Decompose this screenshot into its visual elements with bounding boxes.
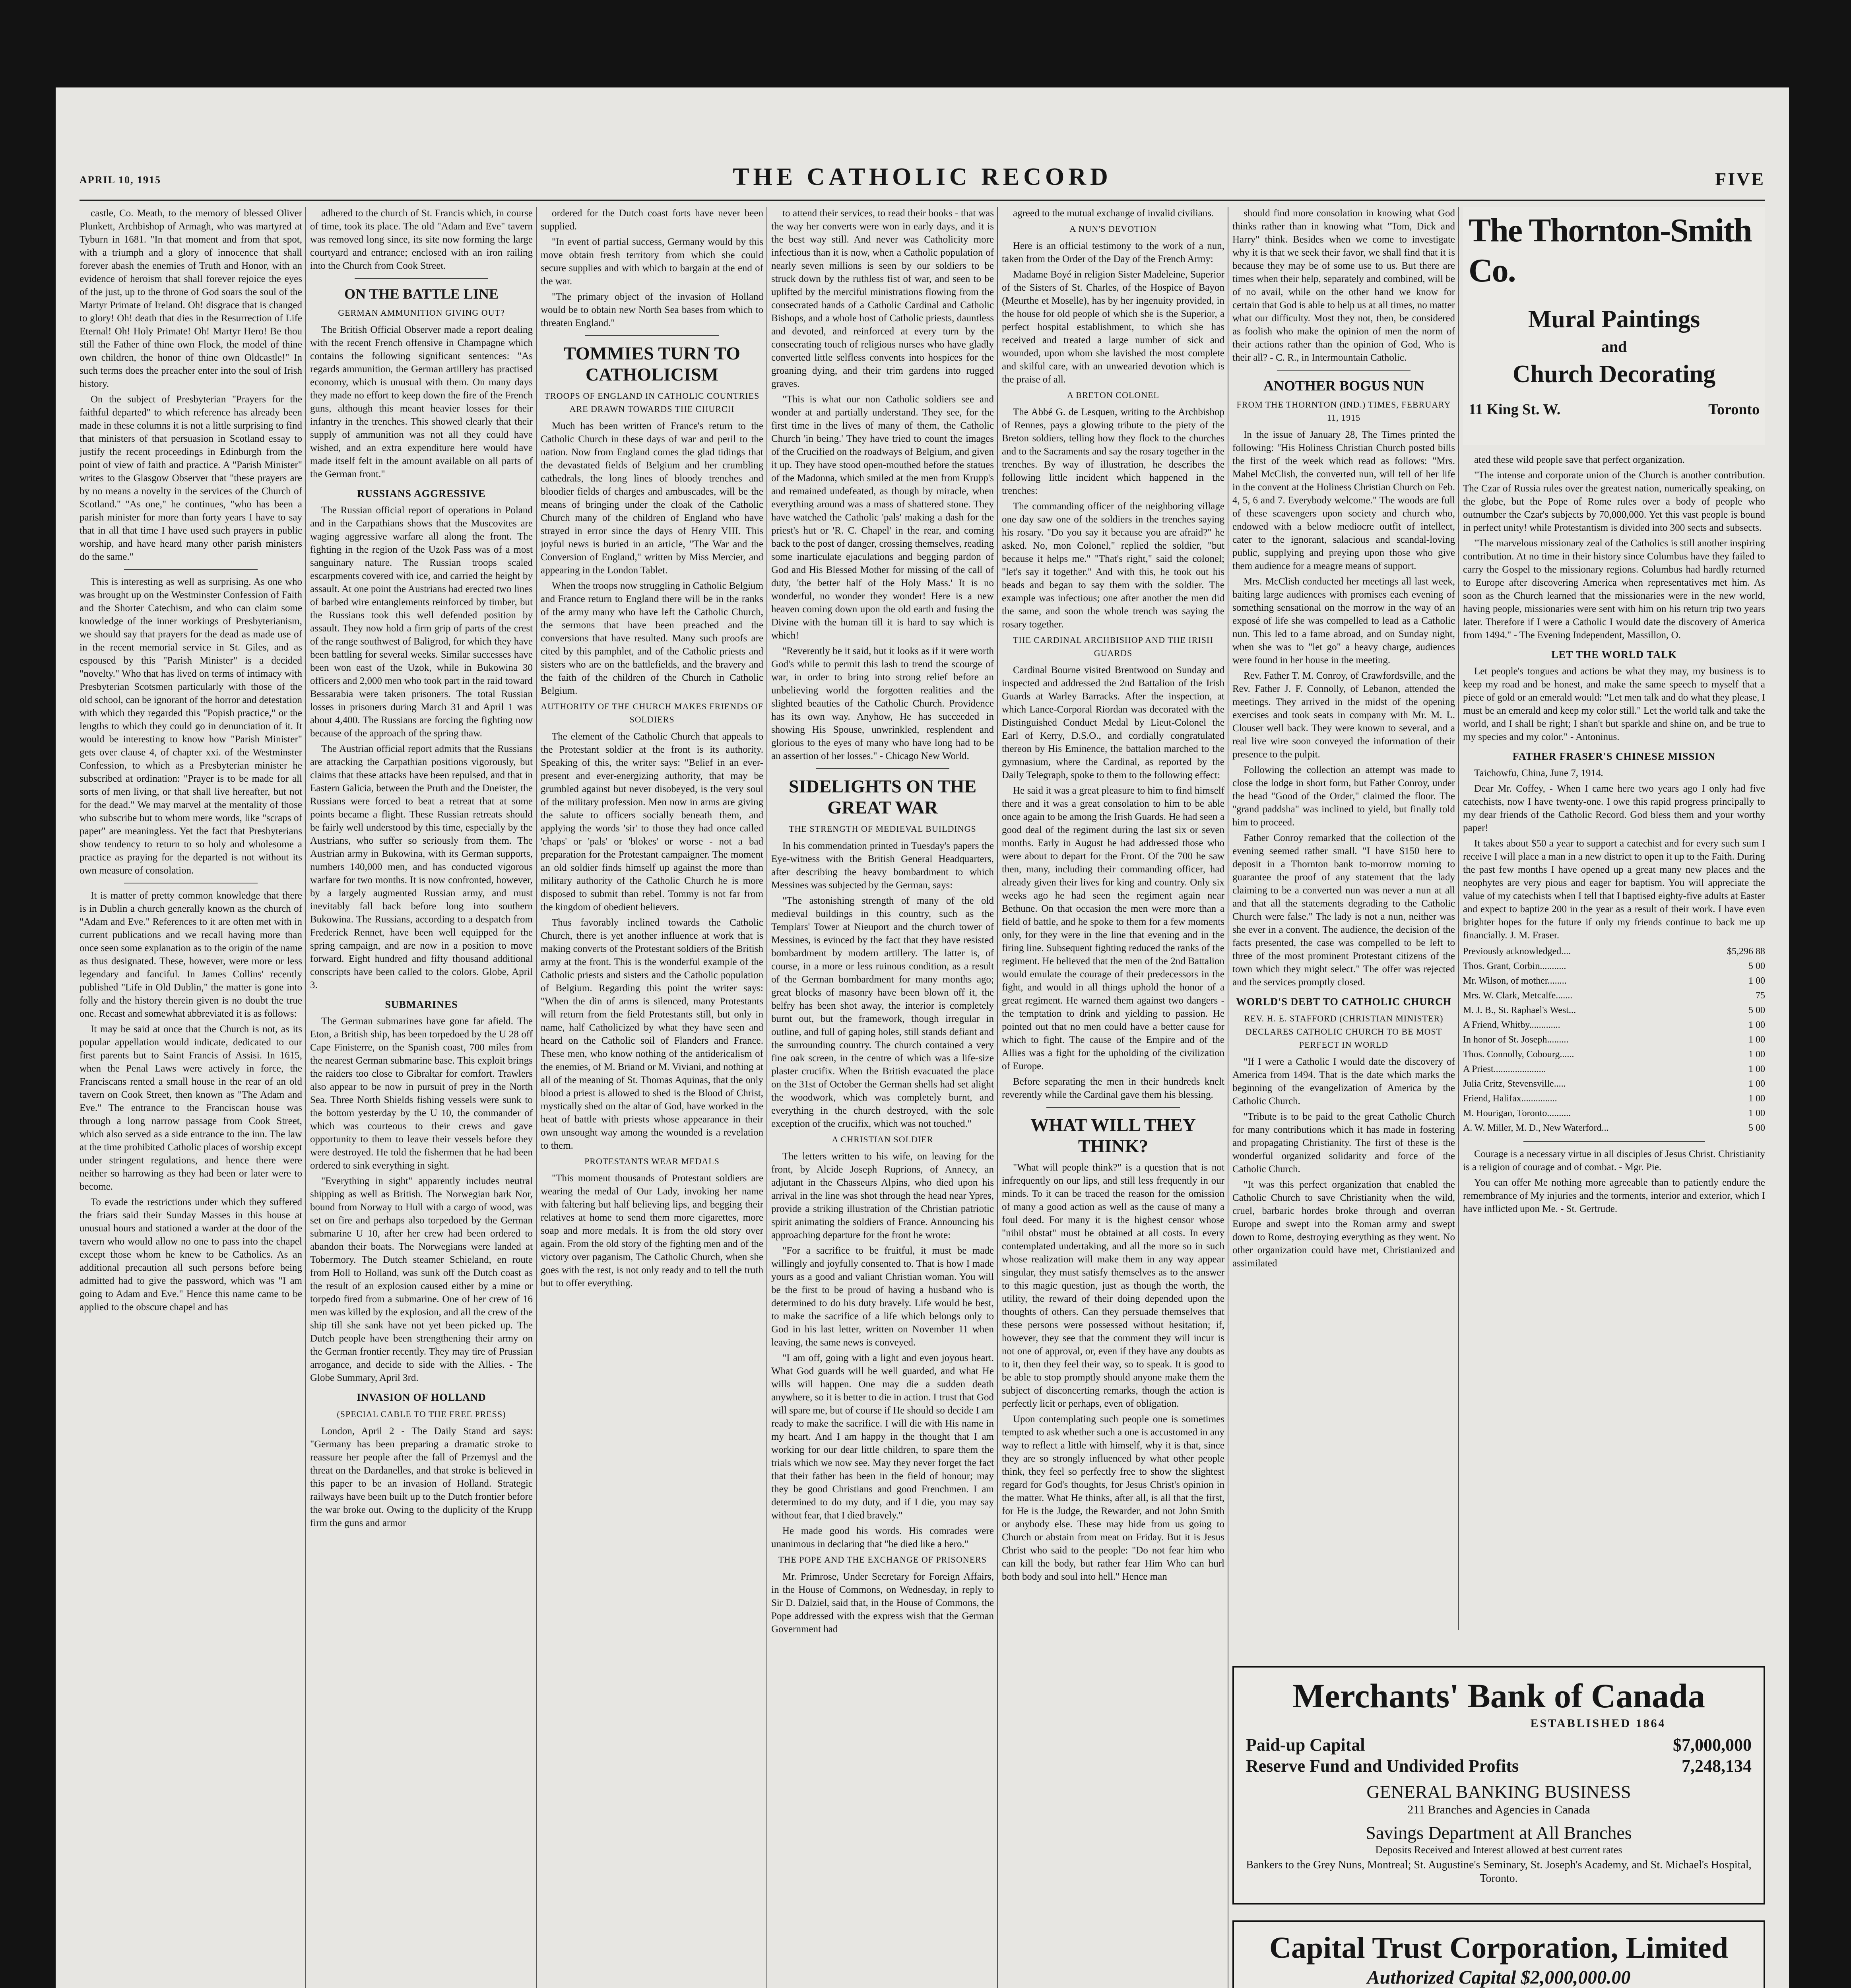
subscription-row [1463,1033,1765,1047]
paragraph: "The intense and corporate union of the Church is another contribution. The Czar of Russia rules over the greatest nation, numerically speaking, on the globe, but the Pope of Rome rules over a body of people who outnumber the Czar's subjects by 70,000,000. Yet this vast people is bound in perfect unity! while Protestantism is divided into 300 sects and subsects. [1463,470,1765,533]
paragraph: He said it was a great pleasure to him to find himself there and it was a great consolation to him to be able once again to be among the Irish Guards. He had seen a good deal of the regiment during the last six or seven months. Early in August he had addressed those who were about to depart for the Front. Of the 700 he saw then, many, including their commanding officer, had already given their lives for king and country. Only six weeks ago he had seen the regiment again near Bethune. On that occasion the men were more than a field of battle, and he spoke to them for a few moments only, for they were in the line that evening and in the firing line. Subsequent fighting reduced the ranks of the regiment. He believed that the men of the 2nd Battalion would emulate the courage of their predecessors in the fight, and would in all things uphold the honor of a great regiment. He warned them against two dangers - the temptation to drink and yielding to passion. He pointed out that no men could have a better cause for which to fight. The cause of the Empire and of the Allies was a fight for the upholding of the civilization of Europe. [1002,785,1224,1072]
donor-name: Julia Critz, Stevensville..... [1463,1078,1566,1089]
paragraph: Dear Mr. Coffey, - When I came here two years ago I only had five catechists, now I have twenty-one. I owe this rapid progress principally to my dear friends of the Catholic Record. God bless them and your worthy paper! [1463,783,1765,833]
column-2 [310,207,533,1988]
ad-bankers: Bankers to the Grey Nuns, Montreal; St. Augustine's Seminary, St. Joseph's Academy, and St. Michael's Hospital, Toronto. [1246,1859,1752,1885]
donor-name: A. W. Miller, M. D., New Waterford... [1463,1122,1609,1133]
headline-invasion: INVASION OF HOLLAND [357,1392,486,1404]
paragraph: "The primary object of the invasion of Holland would be to obtain new North Sea bases from which to threaten England." [541,291,763,328]
ad-reserve-value: 7,248,134 [1682,1756,1752,1776]
headline-battle-line: ON THE BATTLE LINE [344,286,499,302]
paragraph: "Tribute is to be paid to the great Catholic Church for many contributions which it has made in fostering and propagating Christianity. The first of these is the wonderful organized solidarity and force of the Catholic Church. [1232,1111,1455,1175]
ad-address: 11 King St. W. [1469,401,1561,418]
ad-reserve-label: Reserve Fund and Undivided Profits [1246,1756,1519,1776]
column-rule [1458,207,1459,1630]
subscription-row [1463,974,1765,988]
donation-amount: 5 00 [1748,1122,1765,1133]
paragraph: It takes about $50 a year to support a catechist and for every such sum I receive I will place a man in a new district to open it up to the Faith. During the past few months I have opened up a great many new places and the neophytes are very pious and eager for baptism. You will appreciate the value of my catechists when I tell that I baptised eighty-five adults at Easter and expect to baptize 200 in the year as a result of their work. I have even brighter hopes for the future if only my friends continue to back me up financially. J. M. Fraser. [1463,838,1765,941]
donor-name: A Priest...................... [1463,1064,1546,1074]
subscription-row [1463,988,1765,1003]
paragraph: The Abbé G. de Lesquen, writing to the Archbishop of Rennes, pays a glowing tribute to the piety of the Breton soldiers, telling how they flock to the churches and to the Sacraments and say the rosary together in the trenches. By way of illustration, he describes the following little incident which happened in the trenches: [1002,407,1224,496]
paragraph: To evade the restrictions under which they suffered the friars said their Sunday Masses in this house at unusual hours and stationed a warder at the door of the tavern who would allow no one to pass into the chapel except those whom he knew to be Catholics. As an additional precaution all such persons before being admitted had to give the password, which was "I am going to Adam and Eve." Hence this name came to be applied to the obscure chapel and has [80,1197,302,1312]
column-6 [1232,207,1455,1630]
subheadline: (SPECIAL CABLE TO THE FREE PRESS) [337,1409,506,1419]
paragraph: This is interesting as well as surprising. As one who was brought up on the Westminster Confession of Faith and the Shorter Catechism, and who can claim some knowledge of the inner workings of Presbyterianism, we should say that prayers for the dead as made use of in the recent memorial service in St. Giles, and as espoused by this "Parish Minister" is a decided "novelty." Who that has lived on terms of intimacy with Presbyterian Scotsmen particularly with those of the old school, can be ignorant of the horror and detestation with which they regarded this "Popish practice," or the lengths to which they could go in denunciation of it. It would be interesting to know how "Parish Minister" gets over clause 4, of chapter xxi. of the Westminster Confession, to which as a Presbyterian minister he subscribed at ordination: "Prayer is to be made for all sorts of men living, or that shall live hereafter, but not for the dead." We may marvel at the mentality of those who subscribe but to whom mere words, like "scraps of paper" are meaningless. Yet the fact that Presbyterians show tendency to return to so holy and wholesome a practice as praying for the departed is not without its own measure of consolation. [80,577,302,876]
column-3 [541,207,763,1988]
column-rule [766,207,767,1988]
subscription-row [1463,1003,1765,1018]
paragraph: Madame Boyé in religion Sister Madeleine, Superior of the Sisters of St. Charles, of the Hospice of Bayon (Meurthe et Moselle), has by her ingenuity provided, in the house for old people of which she is the Superior, a perfect hospital establishment, to which she has received and treated a large number of sick and wounded, upon whom she lavished the most complete and skilful care, with an unwearied devotion which is the praise of all. [1002,269,1224,385]
ad-capital-label: Paid-up Capital [1246,1735,1365,1755]
donor-name: A Friend, Whitby............. [1463,1019,1560,1030]
subscription-row [1463,959,1765,974]
paragraph: Following the collection an attempt was made to close the lodge in short form, but Father Conroy, under the head "Good of the Order," claimed the floor. The "grand paddsha" was inclined to yield, but finally told him to proceed. [1232,765,1455,828]
paragraph: should find more consolation in knowing what God thinks rather than in knowing what "Tom, Dick and Harry" think. Besides when we come to investigate why it is that we seek their favor, we shall find that it is because they may be of some use to us. But there are times when their help, separately and combined, will be of no avail, while on the other hand we know for certain that God is able to help us at all times, no matter what our difficulty. Most they not, then, be considered as foolish who make the opinion of men the norm of their actions rather than the opinion of God, Who is their all? - C. R., in Intermountain Catholic. [1232,208,1455,363]
donation-amount: $5,296 88 [1727,946,1765,957]
column-rule [536,207,537,1988]
subscription-row [1463,944,1765,959]
donation-amount: 1 00 [1748,1108,1765,1118]
ad-established: ESTABLISHED 1864 [1530,1717,1666,1730]
paragraph: ated these wild people save that perfect organization. [1474,454,1685,465]
subheadline: A NUN'S DEVOTION [1069,224,1157,234]
donor-name: In honor of St. Joseph......... [1463,1034,1569,1045]
subscription-list [1463,944,1765,1136]
subheadline: THE STRENGTH OF MEDIEVAL BUILDINGS [789,823,976,834]
paragraph: "This moment thousands of Protestant soldiers are wearing the medal of Our Lady, invoking her name with faltering but half believing lips, and begging their relatives at home to send them more cigarettes, more soap and more medals. It is from the old story over again. From the old story of the fighting men and of the victory over paganism, The Catholic Church, when she goes with the rest, is not only ready and to tell the truth but to offer everything. [541,1173,763,1289]
subheadline: AUTHORITY OF THE CHURCH MAKES FRIENDS OF SOLDIERS [541,701,763,724]
divider [816,768,949,769]
donor-name: Mr. Wilson, of mother........ [1463,975,1567,986]
subheadline: PROTESTANTS WEAR MEDALS [584,1156,720,1166]
paragraph: "What will people think?" is a question that is not infrequently on our lips, and still less frequently in our minds. To it can be traced the reason for the omission of many a good action as well as the cause of many a foul deed. For many it is the highest censor whose "nihil obstat" must be obtained at all costs. In every contemplated undertaking, and all the more so in such whose realization will make them in any way appear singular, they must satisfy themselves as to the answer to this magic question, just as though the worth, the utility, the reward of their doing depended upon the thoughts of others. Can they persuade themselves that these persons were possessed without hesitation; if, however, they see that the comment they will incur is not one of approval, or, even if they have any doubts as to it, then they feel their way, so to speak. It is good to be able to stop promptly should anyone make them the subject of disconcerting remarks, though the action is perfectly licit or perhaps, even of obligation. [1002,1162,1224,1409]
paragraph: It may be said at once that the Church is not, as its popular appellation would indicate, dedicated to our first parents but to Saint Francis of Assisi. In 1615, when the Penal Laws were actively in force, the Franciscans rented a small house in the rear of an old tavern on Cook Street, then known as "The Adam and Eve." The entrance to the Franciscan house was through a long narrow passage from Cook Street, which also served as a side entrance to the inn. The law at the time prohibited Catholic places of worship except under stringent regulations, and hence there were neither so harrowing as they had been or later were to become. [80,1024,302,1192]
ad-line: and [1601,337,1627,355]
donor-name: M. J. B., St. Raphael's West... [1463,1005,1576,1015]
paragraph: "For a sacrifice to be fruitful, it must be made willingly and joyfully consented to. That is how I made yours as a good and valiant Christian woman. You will be the first to be proud of having a husband who is determined to do his duty bravely. Life would be best, to make the sacrifice of a life which belongs only to God in his last letter, written on November 11 when leaving, the same news is conveyed. [771,1245,994,1348]
donor-name: Mrs. W. Clark, Metcalfe....... [1463,990,1573,1001]
column-7 [1463,453,1765,1662]
headline-tommies: TOMMIES TURN TO CATHOLICISM [564,343,740,384]
page-number: FIVE [1715,169,1765,189]
subscription-row [1463,1121,1765,1136]
column-rule [997,207,998,1988]
paragraph: On the subject of Presbyterian "Prayers for the faithful departed" to which reference has already been made in these columns it is not a little surprising to find that ministers of that persuasion in Scotland essay to justify the recent proceedings in Edinburgh from the point of view of faith and practice. A "Parish Minister" writes to the Glasgow Observer that "these prayers are by no means a novelty in the services of the Church of Scotland." "As one," he continues, "who has been a parish minister for more than forty years I have to say that in all that time I have used such prayers in public worship, and have heard many other parish ministers do the same." [80,394,302,562]
paragraph: "It was this perfect organization that enabled the Catholic Church to save Christianity when the wild, cruel, barbaric hordes broke through and overran Europe and swept into the Roman army and swept down to Rome, destroying everything as they went. No other organization could have met, Christianized and assimilated [1232,1179,1455,1269]
paragraph: The Russian official report of operations in Poland and in the Carpathians shows that the Muscovites are waging aggressive warfare all along the front. The fighting in the region of the Uzok Pass was of a most sanguinary nature. The Russian troops scaled escarpments covered with ice, and carried the height by assault. At one point the Austrians had erected two lines of barbed wire entanglements reinforced by timber, but the Russians took this well defended position by assault. They now hold a firm grip of parts of the crest of the range southwest of Baligrod, for which they have been battling for several weeks. Similar successes have been won east of the Uzok, while in Bukowina 30 officers and 2,000 men who took part in the raid toward Bessarabia were taken prisoners. The total Russian losses in prisoners during March 31 and April 1 was about 4,400. The Russians are forcing the fighting now because of the approach of the spring thaw. [310,505,533,739]
headline-father-fraser: FATHER FRASER'S CHINESE MISSION [1512,750,1716,762]
paragraph: "Everything in sight" apparently includes neutral shipping as well as British. The Norwegian bark Nor, bound from Norway to Hull with a cargo of wood, was set on fire and perhaps also torpedoed by the German submarine U 10, after her crew had been ordered to abandon their boats. The Norwegians were landed at Tobermory. The Dutch steamer Schieland, en route from Holl to Holland, was sunk off the Dutch coast as the result of an explosion caused either by a mine or torpedo fired from a submarine. One of her crew of 16 men was killed by the explosion, and all the crew of the ship till she sank have not yet been picked up. The Dutch people have been strengthening their army on the German frontier recently. They may tire of Prussian arrogance, and decide to side with the Allies. - The Globe Summary, April 3rd. [310,1176,533,1384]
issue-date: APRIL 10, 1915 [80,174,161,186]
paragraph: It is matter of pretty common knowledge that there is in Dublin a church generally known as the church of "Adam and Eve." References to it are often met with in current publications and we recall having more than once seen some explanation as to the origin of the name as thus designated. These, however, were more or less legendary and fanciful. In James Collins' recently published "Life in Old Dublin," the matter is gone into folly and the history therein given is no doubt the true one. Recast and somewhat abbreviated it is as follows: [80,890,302,1019]
paragraph: He made good his words. His comrades were unanimous in declaring that "he died like a hero." [771,1525,994,1549]
divider [355,278,488,279]
donation-amount: 1 00 [1748,1034,1765,1045]
ad-business: GENERAL BANKING BUSINESS [1366,1781,1631,1802]
donation-amount: 1 00 [1748,1064,1765,1074]
subheadline: THE CARDINAL ARCHBISHOP AND THE IRISH GUARDS [1013,635,1213,658]
paragraph: agreed to the mutual exchange of invalid civilians. [1013,208,1214,219]
divider [1046,1107,1180,1108]
headline-sidelights: SIDELIGHTS ON THE GREAT WAR [788,776,977,817]
ad-deposits: Deposits Received and Interest allowed at best current rates [1375,1844,1622,1856]
newspaper-title: THE CATHOLIC RECORD [733,163,1112,190]
ad-capital-row [1246,1735,1752,1777]
headline-bogus-nun: ANOTHER BOGUS NUN [1263,378,1424,394]
ad-branches: 211 Branches and Agencies in Canada [1407,1803,1590,1816]
paragraph: "This is what our non Catholic soldiers see and wonder at and partially understand. They see, for the first time in the lives of many of them, the Catholic Church 'in being.' They have tried to count the images of the Crucified on the roadways of Belgium, and given it up. They have stood open-mouthed before the statues of the Madonna, which smiled at the men from Krupp's and remained undefeated, as though by miracle, when everything around was a mass of shattered stone. They have watched the Catholic 'pals' making a dash for the priest's hut or 'R. C. Chapel' in the rear, and coming back to the post of danger, crossing themselves, reading some inarticulate ejaculations and begging pardon of God and His Blessed Mother for missing of the call of duty, 'the better half of the Holy Mass.' It is no wonderful, no wonder they wonder! Here is a new heaven coming down upon the old earth and fusing the Divine with the human till it is hard to say which is which! [771,394,994,641]
donation-amount: 1 00 [1748,1078,1765,1089]
paragraph: The letters written to his wife, on leaving for the front, by Alcide Joseph Ruprions, of Annecy, an adjutant in the Chasseurs Alpins, who died upon his arrival in the line was shot through the head near Ypres, provide a striking illustration of the Christian patriotic spirit animating the soldiers of France. Announcing his approaching departure for the front he wrote: [771,1151,994,1241]
subheadline: A BRETON COLONEL [1067,390,1159,400]
divider [1277,370,1411,371]
subheadline: FROM THE THORNTON (IND.) TIMES, FEBRUARY 11, 1915 [1236,400,1451,423]
paragraph: "In event of partial success, Germany would by this move obtain fresh territory from which she could secure supplies and with which to bargain at the end of the war. [541,237,763,287]
ad-city: Toronto [1708,401,1760,418]
column-rule [305,207,306,1988]
column-1 [80,207,302,1988]
paragraph: Cardinal Bourne visited Brentwood on Sunday and inspected and addressed the 2nd Battalion of the Irish Guards at Warley Barracks. After the inspection, at which Lance-Corporal Riordan was decorated with the Distinguished Conduct Medal by Lieut-Colonel the Earl of Kerry, D.S.O., and cordially congratulated thereon by His Eminence, the battalion marched to the gymnasium, where the Cardinal, as reported by the Daily Telegraph, spoke to them to the following effect: [1002,665,1224,780]
donation-amount: 1 00 [1748,1049,1765,1060]
ad-merchants-bank [1232,1666,1765,1905]
headline-submarines: SUBMARINES [385,999,458,1011]
donation-amount: 75 [1756,990,1765,1001]
paragraph: When the troops now struggling in Catholic Belgium and France return to England there will be in the ranks of the army many who have left the Catholic Church, the sermons that have been preached and the conversions that have resulted. Many such proofs are cited by this pamphlet, and of the Catholic priests and sisters who are on the battlefields, and the bravery and the faith of the children of the Church in Catholic Belgium. [541,580,763,696]
ad-line: Mural Paintings [1528,305,1700,333]
subscription-row [1463,1062,1765,1077]
paragraph: In the issue of January 28, The Times printed the following: "His Holiness Christian Church posted bills the first of the week which read as follows: "Mrs. Mabel McClish, the converted nun, will tell of her life in the convent at the Holiness Christian Church on Feb. 4, 5, 6 and 7. Everybody welcome." The woods are full of these scavengers upon society and church who, endowed with a below mediocre outfit of intellect, cater to the ignorant, salacious and scandal-loving public, supplying and preying upon those who give them audience for a meagre means of support. [1232,429,1455,572]
paragraph: castle, Co. Meath, to the memory of blessed Oliver Plunkett, Archbishop of Armagh, who was martyred at Tyburn in 1681. "In that moment and from that spot, with a triumph and a glory of innocence that shall forever abash the enemies of Truth and Honor, with an evidence of heroism that shall forever rejoice the eyes of the just, up to the throne of God soars the soul of the Martyr Primate of Ireland. Oh! disgrace that is changed to glory! Oh! death that dies in the Resurrection of Life Eternal! Oh! Holy Primate! Oh! Martyr Hero! Be thou still the Father of thine own Flock, the model of thine own children, the honor of thine own Oldcastle!" In such terms does the preacher enter into the soul of Irish history. [80,208,302,389]
donor-name: Previously acknowledged.... [1463,946,1571,957]
masthead [80,163,1765,199]
paragraph: Before separating the men in their hundreds knelt reverently while the Cardinal gave them his blessing. [1002,1076,1224,1100]
paragraph: Thus favorably inclined towards the Catholic Church, there is yet another influence at work that is making converts of the Protestant soldiers of the British army at the front. This is the wonderful example of the Catholic priests and sisters and the Catholic population of Belgium. Regarding this point the writer says: "When the din of arms is silenced, many Protestants will return from the field Protestants still, but only in name, half Catholicized by what they have seen and heard on the Catholic soil of Flanders and France. These men, who know nothing of the antidericalism of the enemies, of M. Briand or M. Viviani, and nothing at all of the meaning of St. Thomas Aquinas, that the only blood a priest is allowed to shed is the Blood of Christ, mystically shed on the altar of God, have worked in the heat of battle with priests whose appearance in their own unsought way among the wounded is a revelation to them. [541,917,763,1151]
paragraph: Upon contemplating such people one is sometimes tempted to ask whether such a one is accustomed in any way to reflect a little with himself, why it is that, since they are so strongly influenced by what other people think, they feel so perfectly free to show the slightest regard for God's thoughts, for Jesus Christ's opinion in the matter. What He thinks, after all, is all that the first, for He is the Judge, the Rewarder, and not John Smith or anybody else. These may hide from us going to Church or abstain from meat on Friday. But it is Jesus Christ who said to the people: "Do not fear him who can kill the body, but rather fear Him Who can hurl both body and soul into hell." Hence man [1002,1413,1224,1582]
subheadline: A CHRISTIAN SOLDIER [832,1134,933,1144]
paragraph: "Reverently be it said, but it looks as if it were worth God's while to permit this lash to trend the scourge of war, in order to bring into strong relief before an unbelieving world the forgotten realities and the slighted beauties of the Catholic Church. Providence has its own way. Anyhow, He has succeeded in showing His Spouse, unwrinkled, resplendent and glorious to the eyes of many who have long had to be an assertion of her losses." - Chicago New World. [771,646,994,761]
headline-what-will-they-think: WHAT WILL THEY THINK? [1030,1115,1196,1156]
ad-thornton-smith [1463,207,1765,445]
paragraph: Courage is a necessary virtue in all disciples of Jesus Christ. Christianity is a religion of courage and of combat. - Mgr. Pie. [1463,1148,1765,1173]
subscription-row [1463,1077,1765,1091]
divider [585,335,719,336]
ad-capital-value: $7,000,000 [1673,1735,1752,1755]
subheadline: GERMAN AMMUNITION GIVING OUT? [338,308,505,318]
donor-name: Friend, Halifax............... [1463,1093,1557,1104]
ad-company-name: The Thornton-Smith Co. [1469,212,1752,289]
paragraph: Mr. Primrose, Under Secretary for Foreign Affairs, in the House of Commons, on Wednesday, in reply to Sir D. Dalziel, said that, in the House of Commons, the Pope addressed with the express wish that the German Government had [771,1571,994,1635]
ad-capital-trust [1232,1920,1765,1988]
ad-address-row [1469,401,1760,419]
donor-name: Thos. Connolly, Cobourg...... [1463,1049,1574,1060]
donation-amount: 1 00 [1748,1093,1765,1104]
subheadline: REV. H. E. STAFFORD (CHRISTIAN MINISTER) DECLARES CATHOLIC CHURCH TO BE MOST PERFECT IN WORLD [1244,1013,1444,1050]
donor-name: M. Hourigan, Toronto.......... [1463,1108,1571,1118]
paragraph: Here is an official testimony to the work of a nun, taken from the Order of the Day of the French Army: [1002,241,1224,264]
paragraph: Let people's tongues and actions be what they may, my business is to keep my road and be honest, and make the same speech to myself that a piece of gold or an emerald would: "Let men talk and do what they please, I must be an emerald and keep my color still." Let the world talk and take the world, and I shall be right; I shan't but sparkle and shine on, and be true to my species and my color." - Antoninus. [1463,666,1765,742]
paragraph: ordered for the Dutch coast forts have never been supplied. [541,208,763,232]
masthead-rule [80,200,1765,201]
headline-worlds-debt: WORLD'S DEBT TO CATHOLIC CHURCH [1236,996,1451,1008]
paragraph: The element of the Catholic Church that appeals to the Protestant soldier at the front is its authority. Speaking of this, the writer says: "Belief in an ever-present and ever-energizing authority, that may be grumbled against but never disobeyed, is the very soul of the military profession. Men now in arms are giving the salute to officers socially beneath them, and applying the words 'sir' to those they had once called 'chaps' or 'pals' or 'blokes' or worse - not a bad preparation for the Protestant campaigner. The moment an old soldier finds himself up against the more than military authority of the Catholic Church he is more disposed to submit than rebel. Tommy is not far from the kingdom of obedient believers. [541,731,763,912]
paragraph: adhered to the church of St. Francis which, in course of time, took its place. The old "Adam and Eve" tavern was removed long since, its site now forming the large courtyard and entrance; enclosed with an iron railing into the Church from Cook Street. [310,208,533,271]
column-4 [771,207,994,1988]
paragraph: Taichowfu, China, June 7, 1914. [1474,767,1603,779]
paragraph: The German submarines have gone far afield. The Eton, a British ship, has been torpedoed by the U 28 off Cape Finisterre, on the Spanish coast, 700 miles from the nearest German submarine base. This exploit brings the raiders too close to Gibraltar for comfort. Trawlers also appear to be now in pursuit of prey in the North Sea. Three North Shields fishing vessels were sunk to the bottom yesterday by the U 10, the commander of which was courteous to their crews and gave opportunity to them to leave their vessels before they were destroyed. He told the fishermen that he had been ordered to sink everything in sight. [310,1016,533,1171]
donation-amount: 5 00 [1748,1005,1765,1015]
paragraph: Much has been written of France's return to the Catholic Church in these days of war and peril to the nation. Now from England comes the glad tidings that the devastated fields of Belgium and her crumbling cathedrals, the long lines of bloody trenches and bloodier fields of charges and ambuscades, will be the means of bringing under the cloak of the Catholic Church many of the children of England who have strayed in error since the days of Henry VIII. This joyful news is buried in an article, "The War and the Conversion of England," written by Miss Mercier, and appearing in the London Tablet. [541,420,763,576]
donation-amount: 1 00 [1748,1019,1765,1030]
ad-savings: Savings Department at All Branches [1366,1822,1632,1843]
divider [124,569,258,570]
ad-trust-name: Capital Trust Corporation, Limited [1269,1931,1729,1965]
column-5 [1002,207,1224,1988]
headline-russians: RUSSIANS AGGRESSIVE [357,488,486,500]
paragraph: The British Official Observer made a report dealing with the recent French offensive in Champagne which contains the following significant sentences: "As regards ammunition, the German artillery has practised economy, which is unusual with them. On many days they made no effort to keep down the fire of the French guns, although this meant heavier losses for their infantry in the trenches. This showed clearly that their supply of ammunition was not all they could have wished, and an extra expenditure here would have made itself felt in the amount available on all parts of the German front." [310,324,533,480]
subheadline: THE POPE AND THE EXCHANGE OF PRISONERS [778,1554,987,1565]
paragraph: "The astonishing strength of many of the old medieval buildings in this country, such as the Templars' Tower at Nieuport and the church tower of Messines, is evinced by the fact that they have resisted bombardment by modern artillery. The latter is, of course, in a more or less ruinous condition, as a result of the German bombardment for many months ago; great blocks of masonry have been blown off it, the belfry has been shot away, the interior is completely burnt out, but the framework, though irregular in outline, and full of gaping holes, still stands defiant and the surrounding country. The church contained a very fine oak screen, in the centre of which was a life-size plaster crucifix. When the British evacuated the place on the 31st of October the German shells had set alight the woodwork, which was completely burnt, and everything in the church destroyed, with the sole exception of the crucifix, which was not touched." [771,895,994,1129]
ad-authorized: Authorized Capital $2,000,000.00 [1367,1967,1631,1988]
ad-bank-name: Merchants' Bank of Canada [1292,1677,1705,1715]
subheadline: TROOPS OF ENGLAND IN CATHOLIC COUNTRIES ARE DRAWN TOWARDS THE CHURCH [544,390,760,414]
paragraph: Father Conroy remarked that the collection of the evening seemed rather small. "I have $150 here to deposit in a Thornton bank to-morrow morning to guarantee the proof of any statement that the lady claiming to be a converted nun was never a nun at all and that all the statements degrading to the Catholic Church were false." The lady is not a nun, neither was she ever in a convent. The audience, the decision of the facts presented, the case was compelled to be left to three of the most prominent Protestant citizens of the town which they might select." The offer was rejected and the services promptly closed. [1232,833,1455,988]
subscription-row [1463,1018,1765,1033]
headline-let-the-world-talk: LET THE WORLD TALK [1551,649,1677,660]
paragraph: "I am off, going with a light and even joyous heart. What God guards will be well guarded, and what He wills will happen. One may die a sudden death anywhere, so it is better to die in action. I trust that God will spare me, but of course if He should so decide I am ready to make the sacrifice. I will die with His name in my heart. And I am happy in the thought that I am working for our dear little children, to spare them the trials which we now see. May they never forget the fact that their father has been in the field of honour; may they be good Christians and good Frenchmen. I am determined to do my duty, and if I die, you may say without fear, that I died bravely." [771,1352,994,1521]
paragraph: "If I were a Catholic I would date the discovery of America from 1494. That is the date which marks the beginning of the evangelization of America by the Catholic Church. [1232,1056,1455,1107]
subscription-row [1463,1106,1765,1121]
paragraph: London, April 2 - The Daily Stand ard says: "Germany has been preparing a dramatic stroke to reassure her people after the fall of Przemysl and the threat on the Dardanelles, and that stroke is believed in this paper to be an invasion of Holland. Strategic railways have been built up to the Dutch frontier before the war broke out. Owing to the duplicity of the Krupp firm the guns and armor [310,1426,533,1529]
paragraph: You can offer Me nothing more agreeable than to patiently endure the remembrance of My injuries and the torments, interior and exterior, which I have inflicted upon Me. - St. Gertrude. [1463,1177,1765,1214]
donation-amount: 1 00 [1748,975,1765,986]
subscription-row [1463,1047,1765,1062]
paragraph: In his commendation printed in Tuesday's papers the Eye-witness with the British General Headquarters, after describing the heavy bombardment to which Messines was subjected by the German, says: [771,840,994,891]
donor-name: Thos. Grant, Corbin........... [1463,961,1566,971]
donation-amount: 5 00 [1748,961,1765,971]
paragraph: Mrs. McClish conducted her meetings all last week, baiting large audiences with promises each evening of something sensational on the morrow in the way of an exposé of life she was compelled to lead as a Catholic nun. This led to a fame abroad, and on Sunday night, when she was to "let go" a heavy charge, audiences were found in her house in the meeting. [1232,576,1455,666]
divider [1523,1141,1705,1142]
paragraph: "The marvelous missionary zeal of the Catholics is still another inspiring contribution. At no time in their history since Columbus have they failed to carry the Gospel to the missionary regions. Columbus had hardly returned to Europe after discovering America when representatives met him. As soon as the Church learned that the missionaries were in the new world, having people, missionaries were sent with him on his return trip two years later. Therefore if I were a Catholic I would date the discovery of America from 1494." - The Evening Independent, Massillon, O. [1463,538,1765,641]
paragraph: The Austrian official report admits that the Russians are attacking the Carpathian positions vigorously, but claims that these attacks have been repulsed, and that in Eastern Galicia, between the Pruth and the Dneister, the Russians were forced to beat a retreat that at some points became a flight. These Russian retreats should be fairly well understood by this time, especially by the Austrians, who suffer so seriously from them. The Austrian army in Bukowina, with its German supports, numbers 140,000 men, and has conducted vigorous warfare for two months. It is now confronted, however, by a largely augmented Russian army, and must inevitably fall back before long into southern Bukowina. The Russians, according to a despatch from Frederick Rennet, have been well equipped for the spring campaign, and are now in a position to move forward. Eight hundred and fifty thousand additional conscripts have been called to the colors. Globe, April 3. [310,744,533,991]
newspaper-page [56,87,1789,1988]
ad-line: Church Decorating [1512,360,1716,388]
paragraph: to attend their services, to read their books - that was the way her converts were won in early days, and it is the best way still. And never was Catholicity more infectious than it is now, when a Catholic population of nearly seven millions is seen by our soldiers to be struck down by the ruthless fist of war, and seen to be uplifted by the merciful ministrations flowing from the consecrated hands of a Catholic Cardinal and Catholic Bishops, and a whole host of Catholic priests, dauntless and devoted, and reinforced at every turn by the consecrating touch of religious nurses who have gladly converted little selfless convents into hospices for the groaning dying, and their trim gardens into rugged graves. [771,208,994,389]
subscription-row [1463,1091,1765,1106]
paragraph: Rev. Father T. M. Conroy, of Crawfordsville, and the Rev. Father J. F. Connolly, of Lebanon, attended the meetings. They arrived in the midst of the opening exercises and took seats in company with Mr. M. L. Clouser well back. They were known to several, and a real live wire soon conveyed the information of their presence to the pulpit. [1232,670,1455,760]
paragraph: The commanding officer of the neighboring village one day saw one of the soldiers in the trenches saying his rosary. "Do you say it because you are afraid?" he asked. No, mon Colonel," replied the soldier, "but because it helps me." "That's right," said the colonel; "let's say it together." And with this, he took out his beads and began to say them with the soldier. The example was infectious; one after another the men did the same, and soon the whole trench was saying the rosary together. [1002,501,1224,630]
